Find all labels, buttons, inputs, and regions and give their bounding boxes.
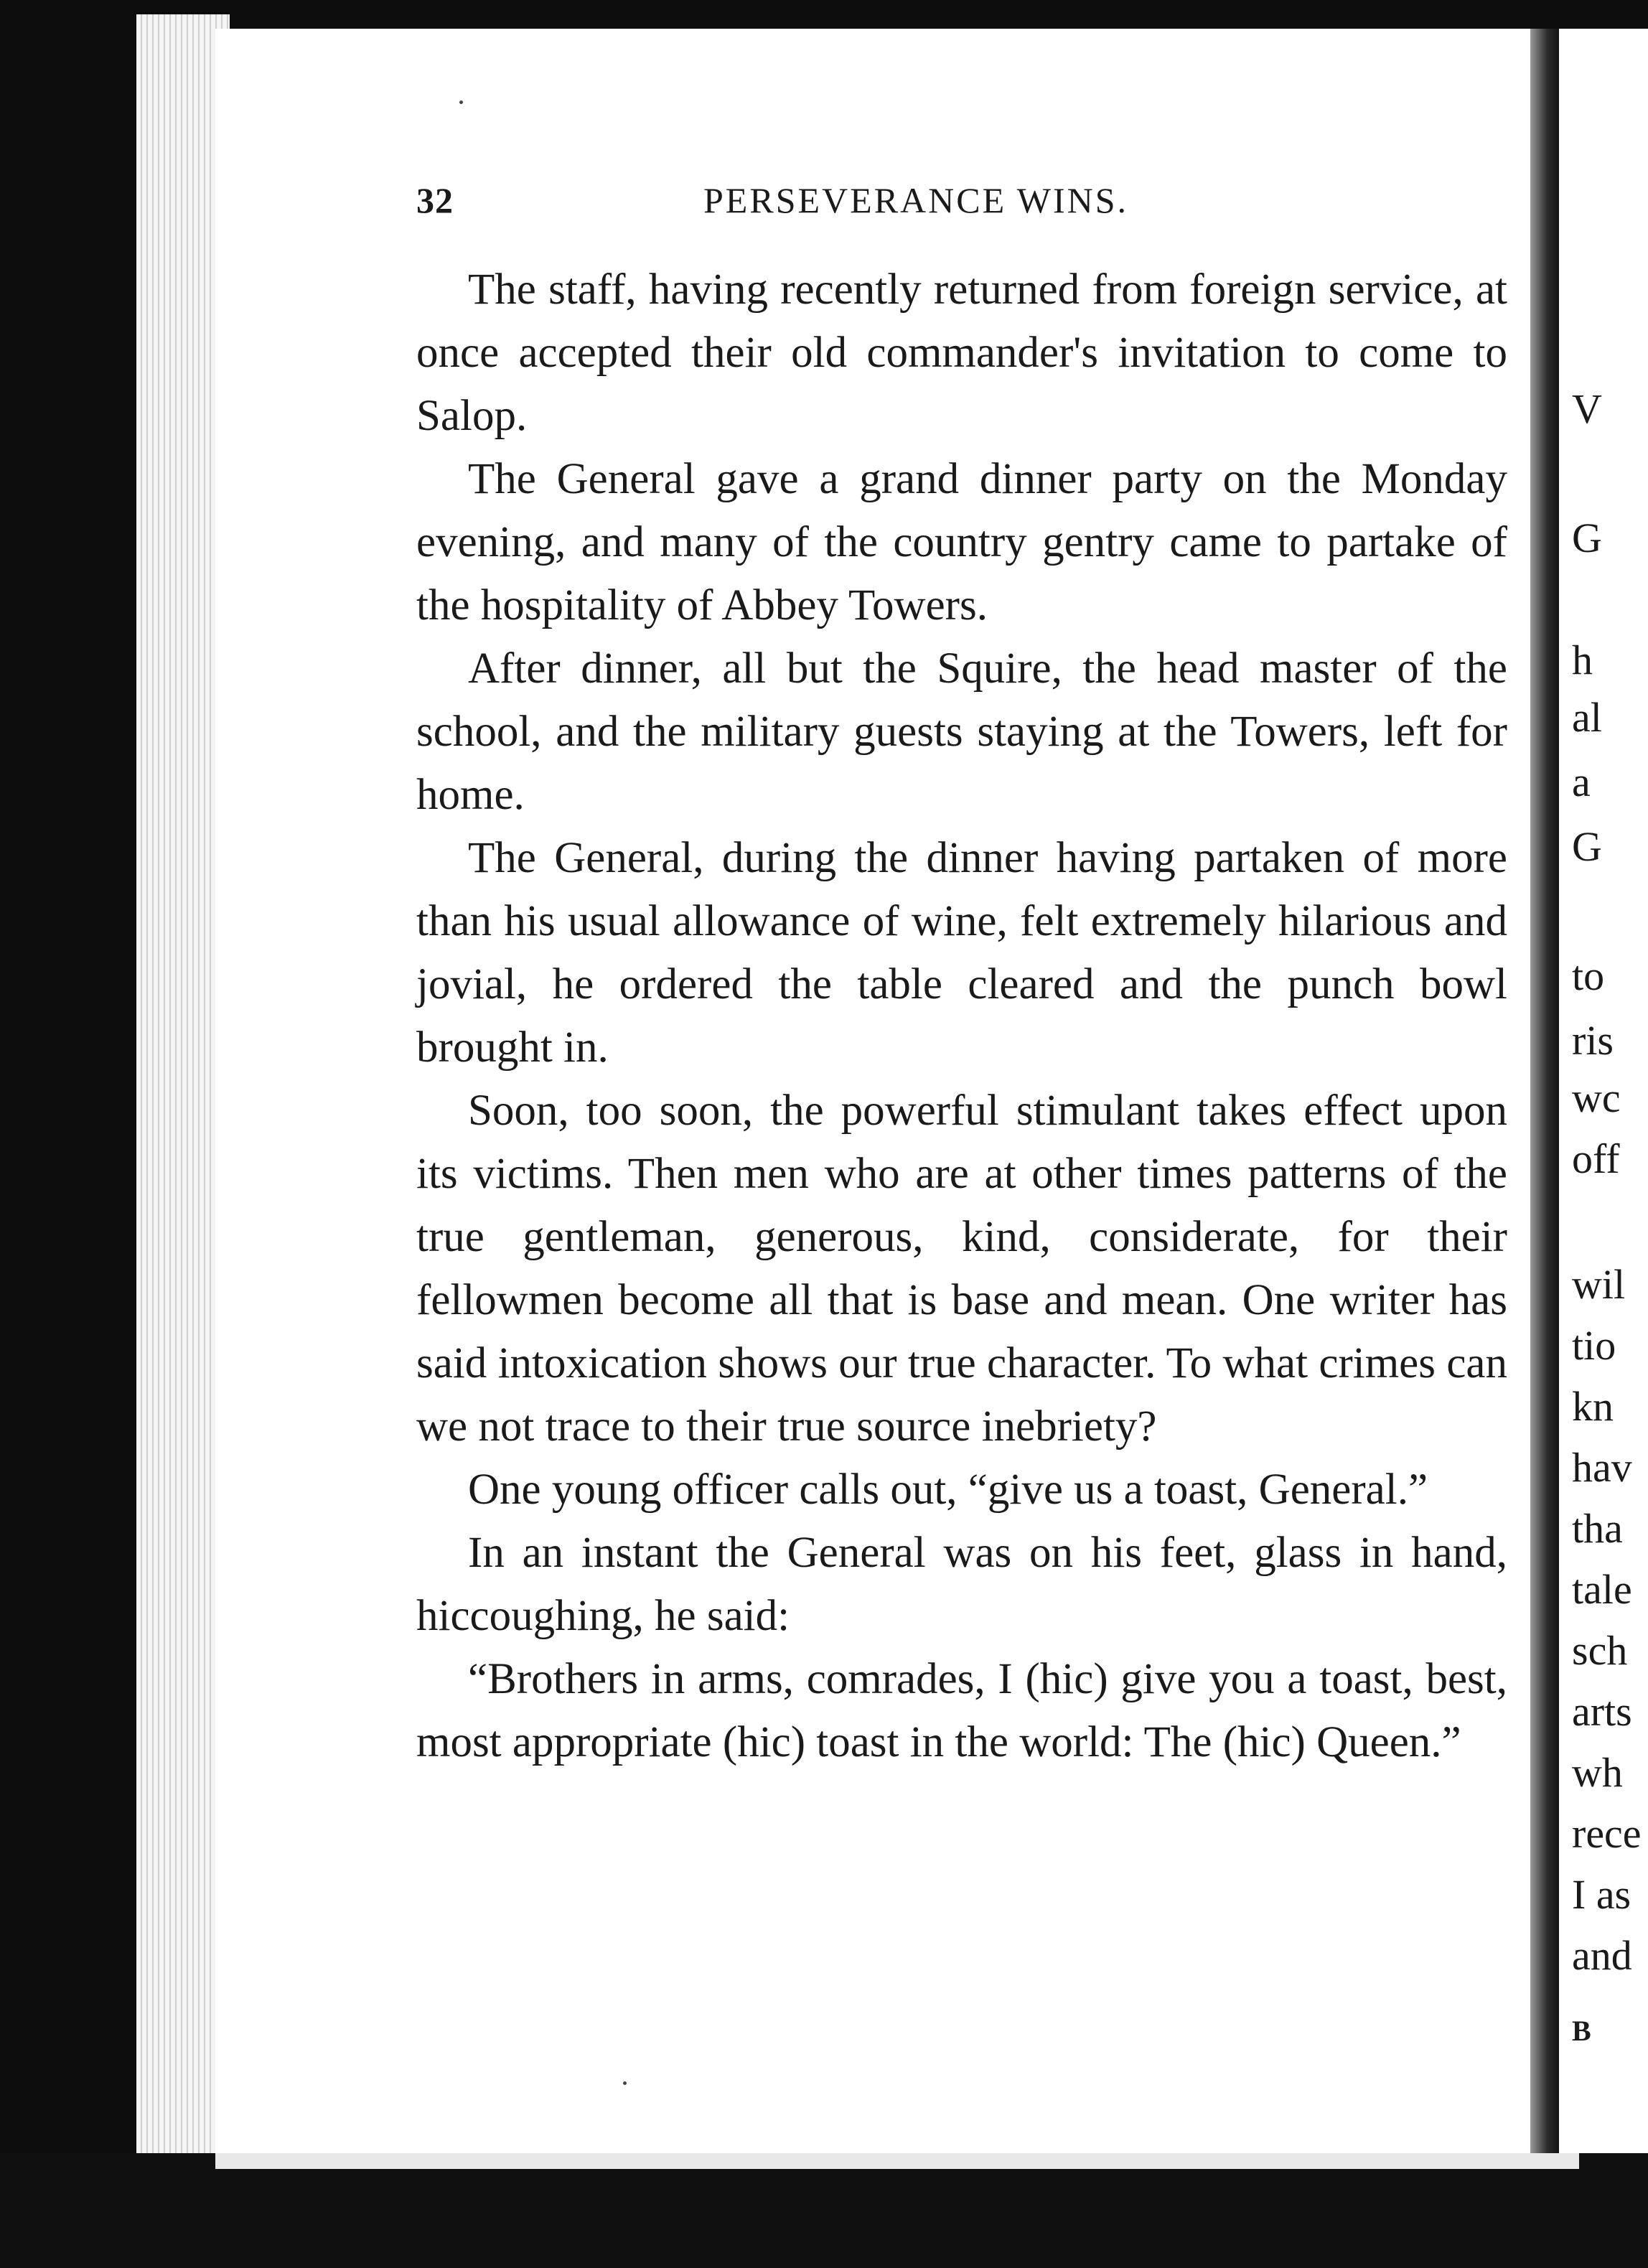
facing-page-fragment: off (1572, 1135, 1620, 1182)
facing-page-fragment: a (1572, 759, 1591, 805)
facing-page-fragment: tio (1572, 1322, 1616, 1369)
facing-page-fragment: G (1572, 515, 1602, 561)
facing-page-fragment: G (1572, 823, 1602, 870)
facing-page-fragment: V (1572, 385, 1602, 432)
scan-border-top (0, 0, 1648, 29)
facing-page-fragment: B (1572, 2015, 1591, 2047)
facing-page-fragment: sch (1572, 1627, 1628, 1674)
paragraph: The General gave a grand dinner party on the Monday evening, and many of the country gentry came to partake of the hospitality of Abbey Towers. (416, 455, 1507, 629)
facing-page-fragment: hav (1572, 1444, 1632, 1491)
facing-page-fragment: wc (1572, 1074, 1621, 1121)
facing-page-fragment: wil (1572, 1261, 1626, 1308)
facing-page-fragment: kn (1572, 1383, 1614, 1430)
facing-page-fragment: I as (1572, 1871, 1631, 1918)
paragraph: Soon, too soon, the powerful stimulant takes effect upon its victims. Then men who are at other times patterns of the true gentleman, generous, kind, considerate, for their fellowmen become all that is base and mean. One writer has said intoxication shows our true character. To what crimes can we not trace to their true source inebriety? (416, 1087, 1507, 1451)
scan-speck (623, 2081, 627, 2085)
paragraph: After dinner, all but the Squire, the head master of the school, and the military guests staying at the Towers, left for home. (416, 645, 1507, 819)
facing-page (1559, 29, 1648, 2153)
facing-page-fragment: al (1572, 694, 1602, 741)
page-number: 32 (416, 180, 454, 220)
facing-page-fragment: wh (1572, 1749, 1623, 1796)
facing-page-fragment: h (1572, 637, 1593, 683)
paragraph: In an instant the General was on his feet, glass in hand, hiccoughing, he said: (416, 1529, 1507, 1640)
running-title: PERSEVERANCE WINS. (703, 180, 1129, 220)
page-bottom-edge (215, 2153, 1579, 2169)
paragraph: The staff, having recently returned from foreign service, at once accepted their old commander's invitation to come to Salop. (416, 266, 1507, 440)
scan-border-left (0, 0, 136, 2268)
paragraph: One young officer calls out, “give us a toast, General.” (468, 1466, 1428, 1514)
facing-page-fragment: tale (1572, 1566, 1632, 1613)
facing-page-fragment: and (1572, 1932, 1632, 1979)
facing-page-fragment: to (1572, 952, 1605, 999)
paragraph: The General, during the dinner having partaken of more than his usual allowance of wine, felt extremely hilarious and jovial, he ordered the table cleared and the punch bowl brought in. (416, 834, 1507, 1072)
body-text (416, 258, 1507, 1774)
facing-page-fragment: arts (1572, 1688, 1632, 1735)
scan-speck (459, 100, 463, 104)
scan-border-bottom (0, 2153, 1648, 2268)
book-gutter (1530, 29, 1559, 2153)
facing-page-fragment: ris (1572, 1017, 1614, 1064)
page-header (416, 179, 1507, 237)
paragraph: “Brothers in arms, comrades, I (hic) give you a toast, best, most appropriate (hic) toast in the world: The (hic) Queen.” (416, 1655, 1507, 1766)
facing-page-fragment: tha (1572, 1505, 1623, 1552)
facing-page-fragment: rece (1572, 1810, 1642, 1857)
